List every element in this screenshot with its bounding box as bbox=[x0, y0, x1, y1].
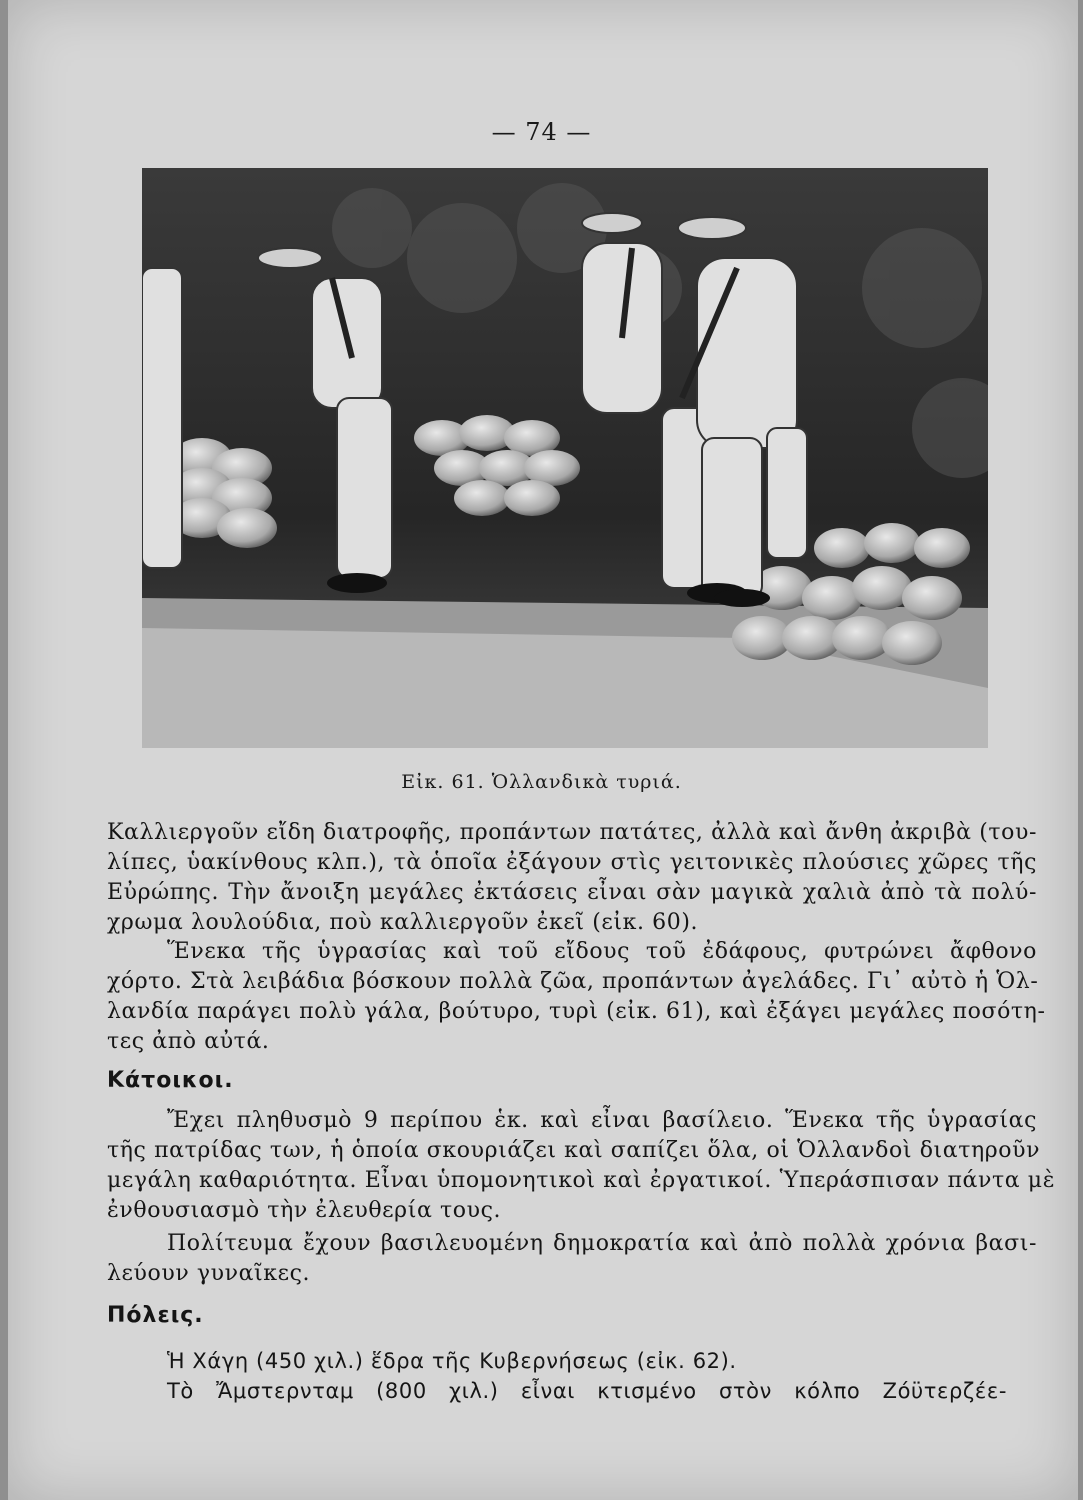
page-number: — 74 — bbox=[491, 118, 592, 146]
cheese-market-photo bbox=[142, 168, 988, 748]
city-amsterdam: Τὸ Ἄμστερνταμ (800 χιλ.) εἶναι κτισμένο στὸν κόλπο Ζόϋτερζέε- bbox=[167, 1379, 1007, 1403]
p3-line-1: Ἔχει πληθυσμὸ 9 περίπου ἑκ. καὶ εἶναι βασίλειο. Ἕνεκα τῆς ὑγρασίας bbox=[167, 1108, 1037, 1133]
p2-line-2: χόρτο. Στὰ λειβάδια βόσκουν πολλὰ ζῶα, προπάντων ἀγελάδες. Γι᾿ αὐτὸ ἡ Ὁλ- bbox=[107, 969, 1039, 994]
p2-line-3: λανδία παράγει πολὺ γάλα, βούτυρο, τυρὶ (εἰκ. 61), καὶ ἐξάγει μεγάλες ποσότη- bbox=[107, 999, 1046, 1024]
p3-line-4: ἐνθουσιασμὸ τὴν ἐλευθερία τους. bbox=[107, 1198, 502, 1223]
p2-line-4: τες ἀπὸ αὐτά. bbox=[107, 1029, 270, 1054]
p3-line-3: μεγάλη καθαριότητα. Εἶναι ὑπομονητικοὶ καὶ ἐργατικοί. Ὑπεράσπισαν πάντα μὲ bbox=[107, 1168, 1056, 1193]
p4-line-1: Πολίτευμα ἔχουν βασιλευομένη δημοκρατία καὶ ἀπὸ πολλὰ χρόνια βασι- bbox=[167, 1231, 1037, 1256]
figure-caption: Εἰκ. 61. Ὁλλανδικὰ τυριά. bbox=[401, 771, 682, 793]
heading-poleis: Πόλεις. bbox=[107, 1303, 204, 1328]
photo-illustration bbox=[142, 168, 988, 748]
p2-line-1: Ἕνεκα τῆς ὑγρασίας καὶ τοῦ εἴδους τοῦ ἐδάφους, φυτρώνει ἄφθονο bbox=[167, 939, 1037, 964]
p4-line-2: λεύουν γυναῖκες. bbox=[107, 1261, 311, 1286]
p1-line-2: λίπες, ὑακίνθους κλπ.), τὰ ὁποῖα ἐξάγουν στὶς γειτονικὲς πλούσιες χῶρες τῆς bbox=[107, 850, 1037, 875]
city-hague: Ἡ Χάγη (450 χιλ.) ἕδρα τῆς Κυβερνήσεως (εἰκ. 62). bbox=[167, 1349, 737, 1373]
p1-line-1: Καλλιεργοῦν εἴδη διατροφῆς, προπάντων πατάτες, ἀλλὰ καὶ ἄνθη ἀκριβὰ (του- bbox=[107, 820, 1037, 845]
heading-katoikoi: Κάτοικοι. bbox=[107, 1068, 234, 1093]
p1-line-4: χρωμα λουλούδια, ποὺ καλλιεργοῦν ἐκεῖ (εἰκ. 60). bbox=[107, 910, 699, 935]
p1-line-3: Εὐρώπης. Τὴν ἄνοιξη μεγάλες ἐκτάσεις εἶναι σὰν μαγικὰ χαλιὰ ἀπὸ τὰ πολύ- bbox=[107, 880, 1037, 905]
p3-line-2: τῆς πατρίδας των, ἡ ὁποία σκουριάζει καὶ σαπίζει ὅλα, οἱ Ὁλλανδοὶ διατηροῦν bbox=[107, 1138, 1041, 1163]
